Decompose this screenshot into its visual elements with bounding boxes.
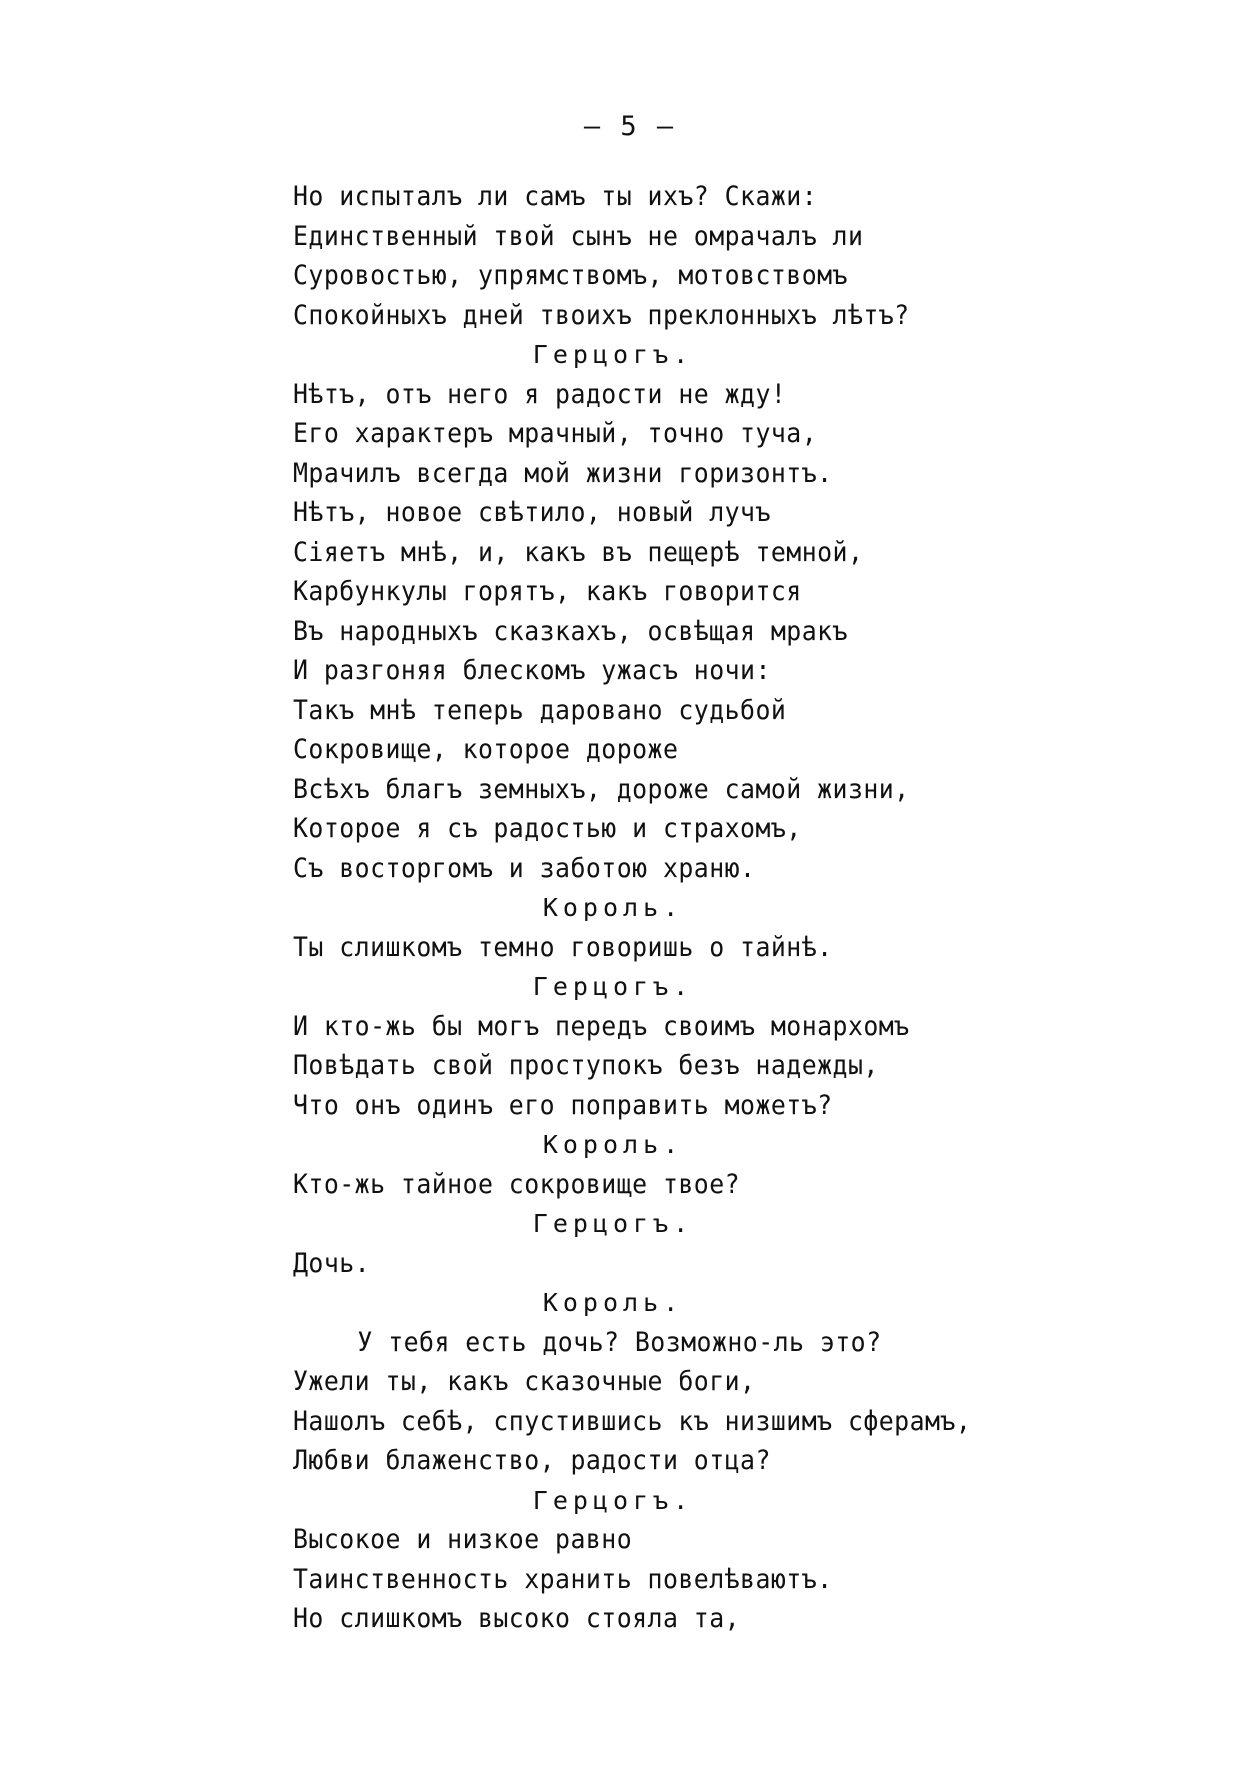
verse-line: Сіяетъ мнѣ, и, какъ въ пещерѣ темной, xyxy=(293,536,864,568)
verse-line: Дочь. xyxy=(293,1247,371,1279)
speaker-heading: Герцогъ. xyxy=(532,1209,694,1238)
verse-line: Ты слишкомъ темно говоришь о тайнѣ. xyxy=(293,931,833,963)
verse-line: У тебя есть дочь? Возможно-ль это? xyxy=(357,1326,882,1358)
verse-line: Его характеръ мрачный, точно туча, xyxy=(293,418,818,449)
speaker-heading: Герцогъ. xyxy=(532,1485,694,1515)
verse-line: Спокойныхъ дней твоихъ преклонныхъ лѣтъ? xyxy=(293,299,910,331)
verse-line: Ужели ты, какъ сказочные боги, xyxy=(293,1366,756,1397)
verse-line: Повѣдать свой проступокъ безъ надежды, xyxy=(293,1050,879,1081)
verse-line: И кто-жь бы могъ передъ своимъ монархомъ xyxy=(293,1010,910,1042)
play-text xyxy=(293,177,993,1639)
verse-line: Нѣтъ, новое свѣтило, новый лучъ xyxy=(293,497,771,528)
verse-line: Таинственность хранить повелѣваютъ. xyxy=(293,1563,833,1595)
verse-line: Сокровище, которое дороже xyxy=(293,734,679,765)
speaker-heading: Герцогъ. xyxy=(532,972,694,1001)
speaker-heading: Герцогъ. xyxy=(532,340,694,369)
verse-line: Съ восторгомъ и заботою храню. xyxy=(293,852,756,884)
verse-line: Которое я съ радостью и страхомъ, xyxy=(293,813,802,844)
speaker-heading: Король. xyxy=(542,1288,684,1317)
verse-line: Нашолъ себѣ, спустившись къ низшимъ сферамъ, xyxy=(293,1405,972,1437)
verse-line: Такъ мнѣ теперь даровано судьбой xyxy=(293,694,787,726)
verse-line: Карбункулы горятъ, какъ говорится xyxy=(293,576,802,607)
verse-line: Нѣтъ, отъ него я радости не жду! xyxy=(293,378,787,410)
verse-line: Но испыталъ ли самъ ты ихъ? Скажи: xyxy=(293,181,818,212)
verse-line: Кто-жь тайное сокровище твое? xyxy=(293,1168,741,1200)
verse-line: Но слишкомъ высоко стояла та, xyxy=(293,1603,741,1634)
verse-line: Единственный твой сынъ не омрачалъ ли xyxy=(293,220,864,252)
verse-line: Высокое и низкое равно xyxy=(293,1524,633,1555)
page-number: — 5 — xyxy=(583,111,676,142)
verse-line: Любви блаженство, радости отца? xyxy=(293,1445,771,1476)
verse-line: Въ народныхъ сказкахъ, освѣщая мракъ xyxy=(293,615,848,647)
speaker-heading: Король. xyxy=(542,1130,684,1159)
verse-line: Мрачилъ всегда мой жизни горизонтъ. xyxy=(293,457,833,489)
verse-line: И разгоняя блескомъ ужасъ ночи: xyxy=(293,655,771,686)
verse-line: Всѣхъ благъ земныхъ, дороже самой жизни, xyxy=(293,773,910,805)
verse-line: Что онъ одинъ его поправить можетъ? xyxy=(293,1089,833,1121)
speaker-heading: Король. xyxy=(542,893,684,922)
verse-line: Суровостью, упрямствомъ, мотовствомъ xyxy=(293,260,848,291)
